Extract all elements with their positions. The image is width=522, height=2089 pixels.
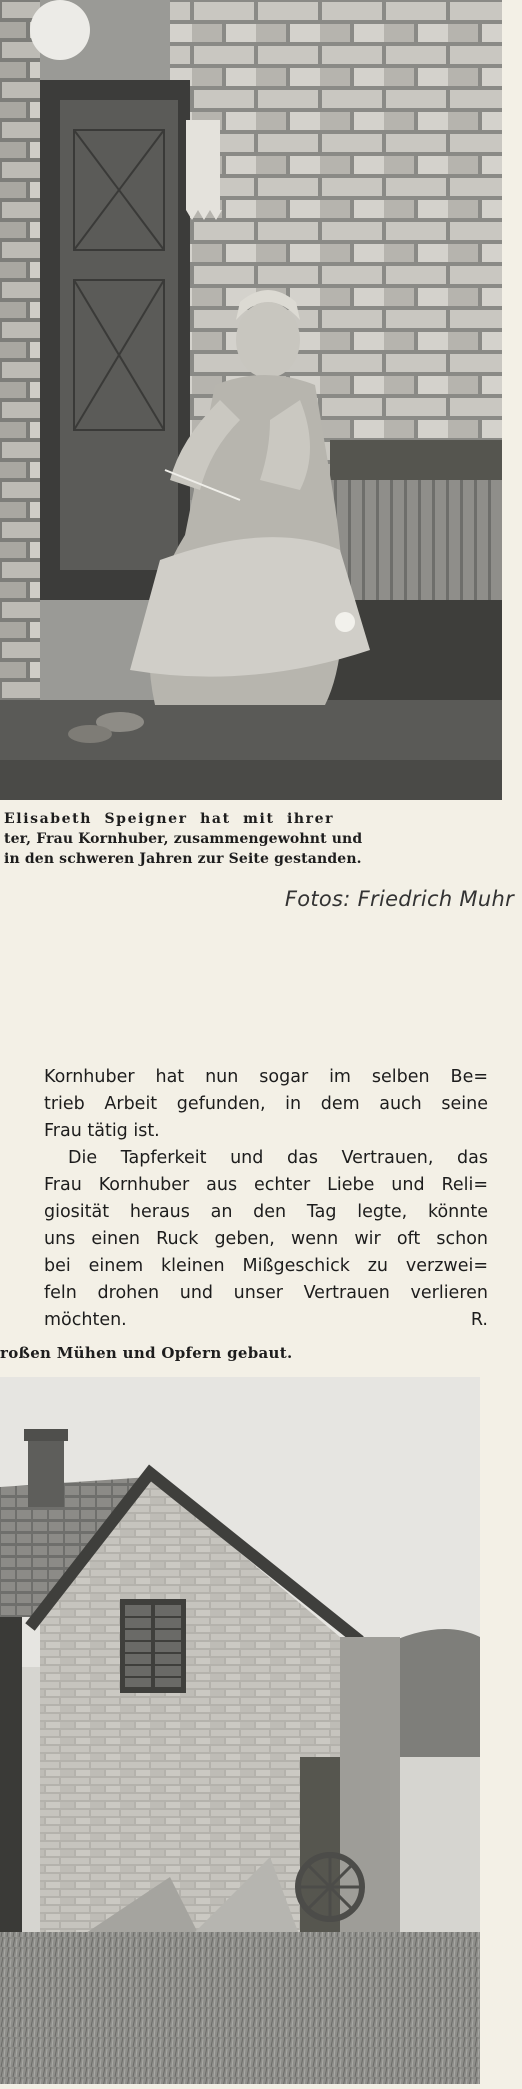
text-line: bei einem kleinen Mißgeschick zu verzwei= xyxy=(44,1256,488,1276)
caption-line: in den schweren Jahren zur Seite gestanden. xyxy=(4,851,362,867)
text-line: Kornhuber hat nun sogar im selben Be= xyxy=(44,1067,488,1087)
article-paragraph xyxy=(44,1145,488,1334)
photo-woman-knitting xyxy=(0,0,502,800)
author-signature: R. xyxy=(470,1310,488,1330)
article-paragraph xyxy=(44,1064,488,1145)
text-line xyxy=(44,1307,488,1334)
photo-credit: Fotos: Friedrich Muhr xyxy=(284,887,514,911)
photo-caption-house: roßen Mühen und Opfern gebaut. xyxy=(0,1344,293,1362)
caption-line: ter, Frau Kornhuber, zusammengewohnt und xyxy=(4,831,363,847)
text-line: feln drohen und unser Vertrauen verlieren xyxy=(44,1283,488,1303)
text-line: Die Tapferkeit und das Vertrauen, das xyxy=(68,1148,488,1168)
photo-house xyxy=(0,1377,480,2084)
photo-caption-speigner xyxy=(4,809,514,869)
text-line: Frau tätig ist. xyxy=(44,1121,160,1141)
text-line-end: möchten. xyxy=(44,1310,127,1330)
text-line: Frau Kornhuber aus echter Liebe und Reli= xyxy=(44,1175,488,1195)
text-line: uns einen Ruck geben, wenn wir oft schon xyxy=(44,1229,488,1249)
text-line: giosität heraus an den Tag legte, könnte xyxy=(44,1202,488,1222)
article-text xyxy=(44,1064,488,1334)
caption-line: Elisabeth Speigner hat mit ihrer xyxy=(4,811,335,827)
text-line: trieb Arbeit gefunden, in dem auch seine xyxy=(44,1094,488,1114)
